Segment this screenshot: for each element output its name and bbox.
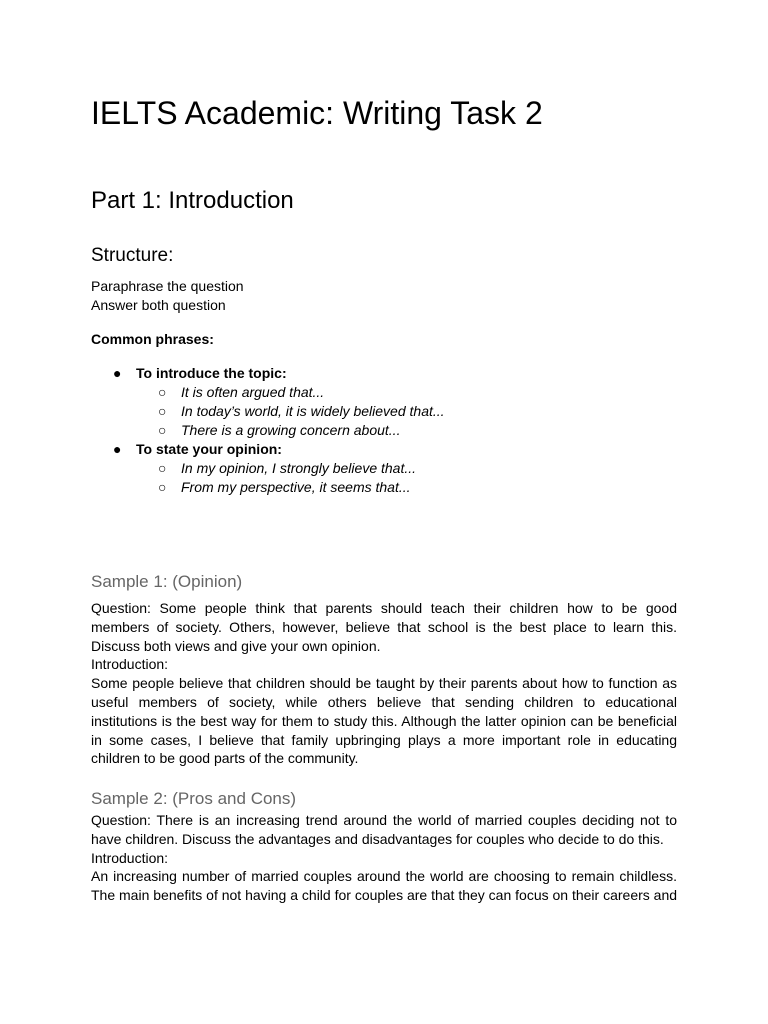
sample1-intro: Some people believe that children should be taught by their parents about how to function as useful members of society, while others believe that sending children to educational institutions is the best way for them to study this. Although the latter opinion can be beneficial in some cases, I believe that family upbringing plays a more important role in educating children to be good parts of the community.: [91, 675, 677, 767]
phrase-list: [91, 364, 677, 497]
sample1-body: [91, 599, 677, 768]
common-phrases-label: Common phrases:: [91, 331, 214, 347]
sample2-body: [91, 811, 677, 905]
bullet-icon: ●: [113, 365, 122, 381]
sub-bullet-icon: ○: [158, 422, 167, 438]
structure-line: Paraphrase the question: [91, 278, 244, 294]
list-item: [91, 459, 677, 478]
sub-bullet-icon: ○: [158, 403, 167, 419]
sub-bullet-icon: ○: [158, 479, 167, 495]
sample1-intro-label: Introduction:: [91, 656, 169, 673]
bullet-label: To introduce the topic:: [136, 365, 287, 381]
sample2-question: Question: There is an increasing trend around the world of married couples deciding not to have children. Discuss the advantages and disadvantages for couples who decide to do this.: [91, 812, 677, 847]
bullet-icon: ●: [113, 441, 122, 457]
sample2-intro-label: Introduction:: [91, 849, 169, 866]
part1-heading: Part 1: Introduction: [91, 187, 294, 214]
sample1-heading: Sample 1: (Opinion): [91, 572, 243, 591]
structure-lines: [91, 277, 244, 315]
document-title: IELTS Academic: Writing Task 2: [91, 95, 543, 131]
phrase-text: From my perspective, it seems that...: [181, 479, 411, 495]
list-item: [91, 364, 677, 383]
list-item: [91, 478, 677, 497]
list-item: [91, 383, 677, 402]
sample2-intro: An increasing number of married couples around the world are choosing to remain childless. The main benefits of not having a child for couples are that they can focus on their careers and: [91, 868, 677, 904]
sub-bullet-icon: ○: [158, 460, 167, 476]
structure-line: Answer both question: [91, 297, 226, 313]
list-item: [91, 402, 677, 421]
sample2-heading: Sample 2: (Pros and Cons): [91, 789, 297, 808]
phrase-text: In my opinion, I strongly believe that...: [181, 460, 417, 476]
phrase-text: In today’s world, it is widely believed that...: [181, 403, 445, 419]
sample1-question: Question: Some people think that parents should teach their children how to be good members of society. Others, however, believe that school is the best place to learn this. Discuss both views and give your own opinion.: [91, 600, 677, 654]
bullet-label: To state your opinion:: [136, 441, 282, 457]
sub-bullet-icon: ○: [158, 384, 167, 400]
structure-heading: Structure:: [91, 245, 174, 266]
list-item: [91, 440, 677, 459]
list-item: [91, 421, 677, 440]
phrase-text: There is a growing concern about...: [181, 422, 401, 438]
phrase-text: It is often argued that...: [181, 384, 325, 400]
